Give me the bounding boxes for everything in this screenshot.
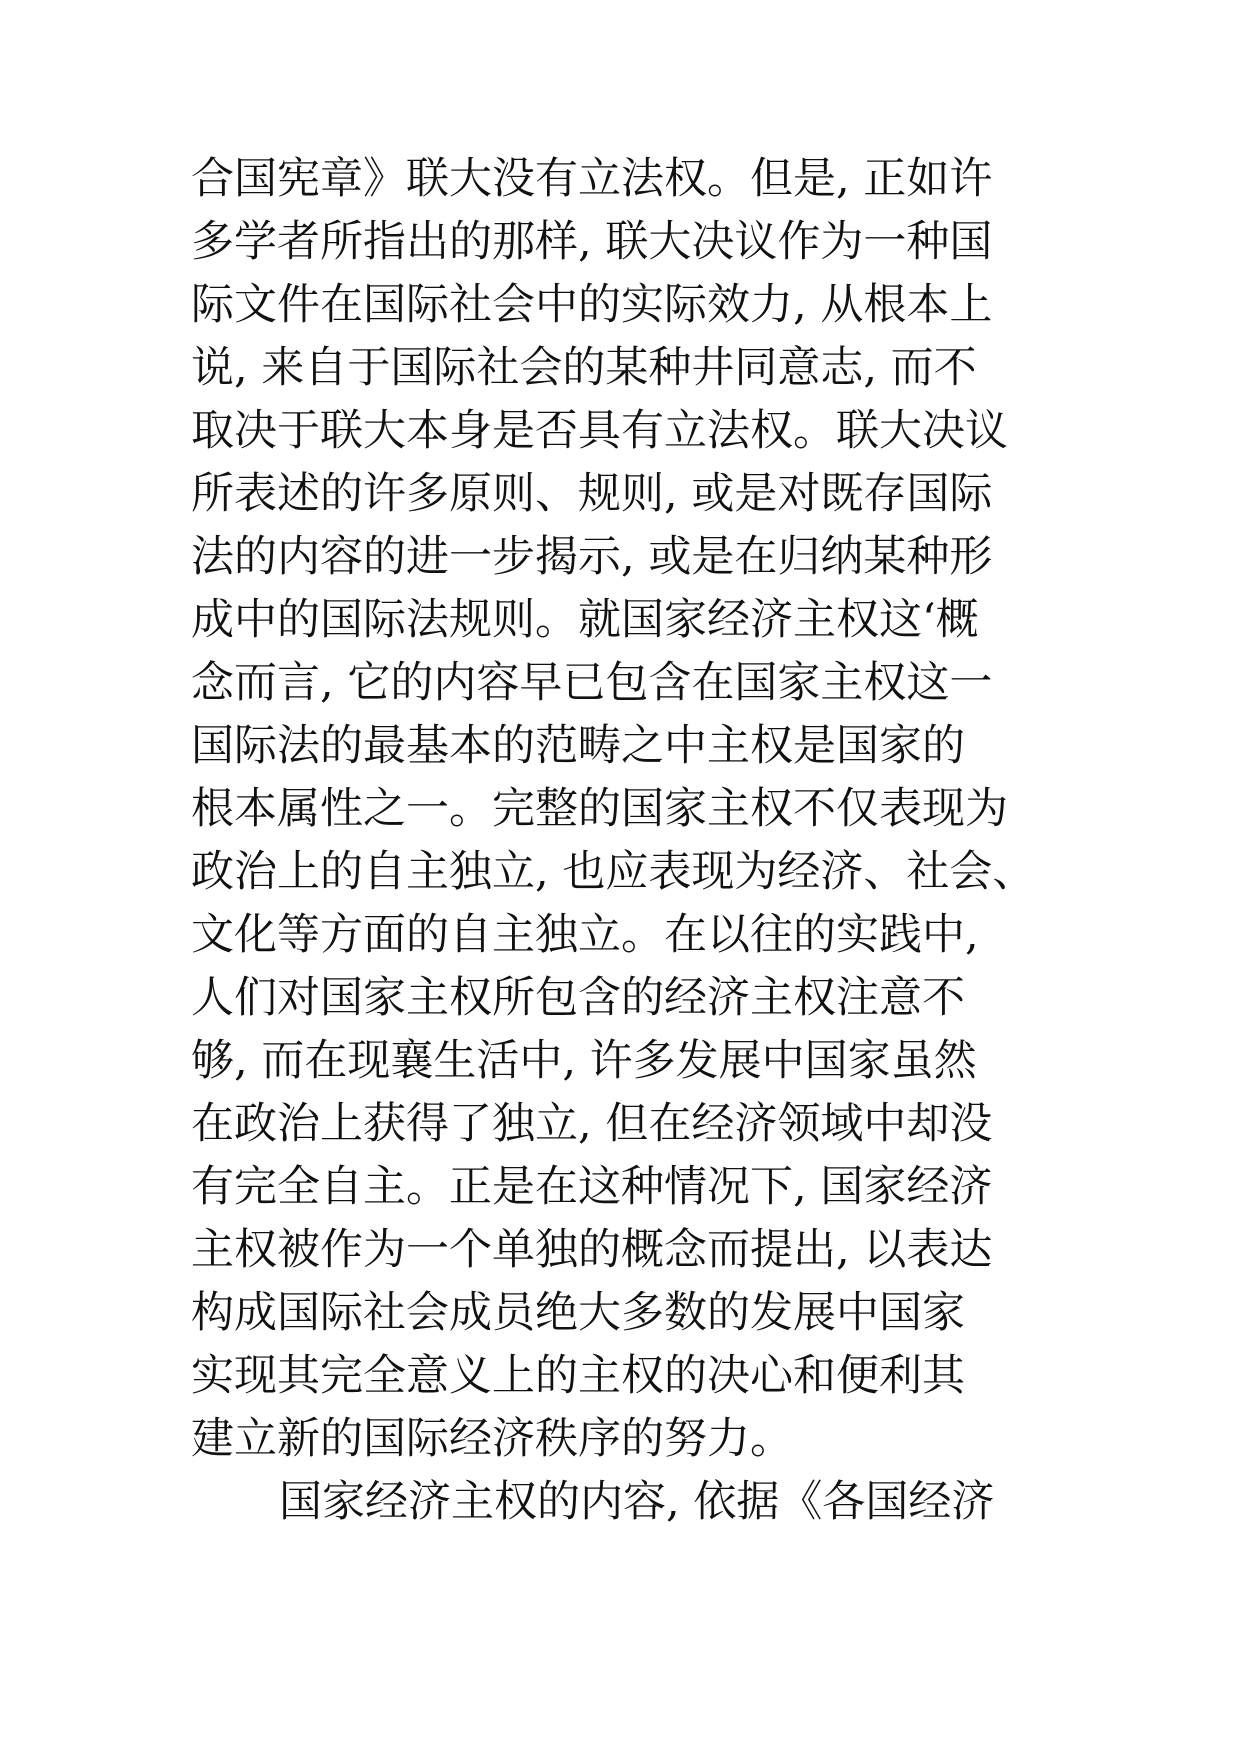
text-line: 说, 来自于国际社会的某种井同意志, 而不 [191,343,977,393]
text-line: 法的内容的进一步揭示, 或是在归纳某种形 [191,532,993,582]
text-line: 根本属性之一。完整的国家主权不仅表现为 [191,784,1008,834]
text-line: 人们对国家主权所包含的经济主权注意不 [191,973,965,1023]
text-line: 有完全自主。正是在这种情况下, 国家经济 [191,1162,993,1212]
text-line: 多学者所指出的那样, 联大决议作为一种国 [191,217,993,267]
text-line: 念而言, 它的内容早已包含在国家主权这一 [191,658,993,708]
text-line: 主权被作为一个单独的概念而提出, 以表达 [191,1225,993,1275]
body-text [191,148,1091,1534]
text-line: 国际法的最基本的范畴之中主权是国家的 [191,721,965,771]
text-line: 构成国际社会成员绝大多数的发展中国家 [191,1288,965,1338]
text-line: 合国宪章》联大没有立法权。但是, 正如许 [191,154,993,204]
text-line: 取决于联大本身是否具有立法权。联大决议 [191,406,1008,456]
text-line: 实现其完全意义上的主权的决心和便利其 [191,1351,965,1401]
paragraph-start-line: 国家经济主权的内容, 依据《各国经济 [279,1477,995,1527]
text-line: 政治上的自主独立, 也应表现为经济、社会、 [191,847,1036,897]
text-line: 在政治上获得了独立, 但在经济领域中却没 [191,1099,993,1149]
text-line: 际文件在国际社会中的实际效力, 从根本上 [191,280,993,330]
text-line: 所表述的许多原则、规则, 或是对既存国际 [191,469,993,519]
text-line: 文化等方面的自主独立。在以往的实践中, [191,910,979,960]
text-line: 成中的国际法规则。就国家经济主权这‘概 [191,595,979,645]
text-line: 够, 而在现襄生活中, 许多发展中国家虽然 [191,1036,977,1086]
text-line: 建立新的国际经济秩序的努力。 [191,1414,793,1464]
